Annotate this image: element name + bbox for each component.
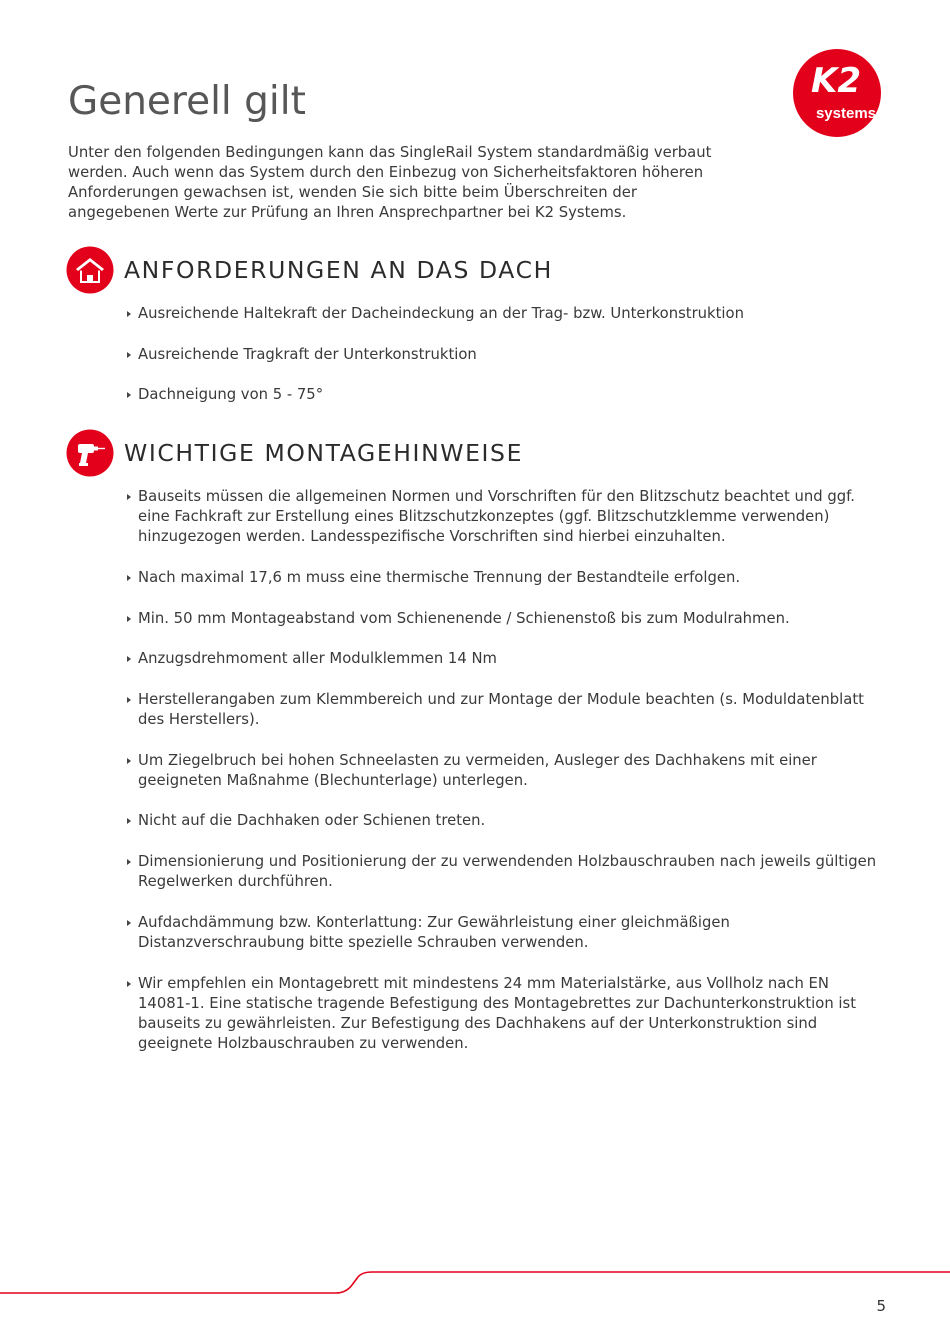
list-item-text: Min. 50 mm Montageabstand vom Schienenende / Schienenstoß bis zum Modulrahmen. xyxy=(138,609,790,627)
list-item xyxy=(125,852,885,892)
list-item-text: Ausreichende Tragkraft der Unterkonstruktion xyxy=(138,345,477,363)
list-item-text: Nicht auf die Dachhaken oder Schienen treten. xyxy=(138,812,486,830)
list-item xyxy=(125,385,885,405)
logo-text-main: K2 xyxy=(810,61,862,101)
list-item-text: Wir empfehlen ein Montagebrett mit mindestens 24 mm Materialstärke, aus Vollholz nach EN 14081-1. Eine statische tragende Befestigung des Montagebrettes zur Dachunterkonstruktion ist bauseits zu gewährleisten. Zur Befestigung des Dachhakens auf der Unterkonstruktion sind geeignete Holzbauschrauben zu verwenden. xyxy=(138,974,857,1053)
list-item xyxy=(125,974,885,1055)
bullet-arrow-icon xyxy=(127,818,131,824)
logo-text-sub: systems xyxy=(815,105,877,122)
section-heading-roof: ANFORDERUNGEN AN DAS DACH xyxy=(124,256,553,284)
list-item-text: Herstellerangaben zum Klemmbereich und zur Montage der Module beachten (s. Moduldatenblatt des Herstellers). xyxy=(138,690,864,728)
bullet-arrow-icon xyxy=(127,392,131,398)
list-item xyxy=(125,345,885,365)
bullet-arrow-icon xyxy=(127,758,131,764)
list-item-text: Ausreichende Haltekraft der Dacheindeckung an der Trag- bzw. Unterkonstruktion xyxy=(138,305,744,322)
intro-paragraph: Unter den folgenden Bedingungen kann das SingleRail System standardmäßig verbaut werden. Auch wenn das System durch den Einbezug von Sicherheitsfaktoren höheren Anforderungen gewachsen ist, wenden Sie sich bitte beim Überschreiten der angegebenen Werte zur Prüfung an Ihren Ansprechpartner bei K2 Systems. xyxy=(68,144,712,221)
bullet-arrow-icon xyxy=(127,616,131,622)
list-item-text: Nach maximal 17,6 m muss eine thermische Trennung der Bestandteile erfolgen. xyxy=(138,569,741,586)
section-heading-installation: WICHTIGE MONTAGEHINWEISE xyxy=(124,439,524,467)
bullet-arrow-icon xyxy=(127,859,131,865)
bullet-arrow-icon xyxy=(127,697,131,703)
list-item xyxy=(125,751,885,791)
installation-notes-list xyxy=(125,487,885,1054)
roof-requirements-list xyxy=(125,304,885,405)
k2-systems-logo xyxy=(792,48,882,138)
drill-icon xyxy=(66,429,114,477)
bullet-arrow-icon xyxy=(127,352,131,358)
bullet-arrow-icon xyxy=(127,981,131,987)
footer-rule xyxy=(0,1265,950,1305)
list-item xyxy=(125,690,885,730)
list-item xyxy=(125,568,885,588)
list-item xyxy=(125,913,885,953)
list-item xyxy=(125,811,885,831)
bullet-arrow-icon xyxy=(127,656,131,662)
list-item-text: Anzugsdrehmoment aller Modulklemmen 14 Nm xyxy=(138,650,497,668)
bullet-arrow-icon xyxy=(127,494,131,500)
list-item xyxy=(125,609,885,629)
list-item xyxy=(125,304,885,324)
list-item-text: Dimensionierung und Positionierung der zu verwendenden Holzbauschrauben nach jeweils gültigen Regelwerken durchführen. xyxy=(138,852,877,891)
list-item-text: Um Ziegelbruch bei hohen Schneelasten zu vermeiden, Ausleger des Dachhakens mit einer geeigneten Maßnahme (Blechunterlage) unterlegen. xyxy=(138,751,817,789)
list-item xyxy=(125,487,885,548)
list-item-text: Bauseits müssen die allgemeinen Normen und Vorschriften für den Blitzschutz beachtet und ggf. eine Fachkraft zur Erstellung eines Blitzschutzkonzeptes (ggf. Blitzschutzklemme verwenden) hinzugezogen werden. Landesspezifische Vorschriften sind hierbei einzuhalten. xyxy=(138,488,856,546)
bullet-arrow-icon xyxy=(127,920,131,926)
list-item-text: Dachneigung von 5 - 75° xyxy=(138,386,324,404)
list-item-text: Aufdachdämmung bzw. Konterlattung: Zur Gewährleistung einer gleichmäßigen Distanzverschraubung bitte spezielle Schrauben verwenden. xyxy=(138,913,730,951)
page-number: 5 xyxy=(876,1297,886,1315)
roof-icon xyxy=(66,246,114,294)
bullet-arrow-icon xyxy=(127,311,131,317)
page-title: Generell gilt xyxy=(68,79,306,124)
list-item xyxy=(125,649,885,669)
bullet-arrow-icon xyxy=(127,575,131,581)
